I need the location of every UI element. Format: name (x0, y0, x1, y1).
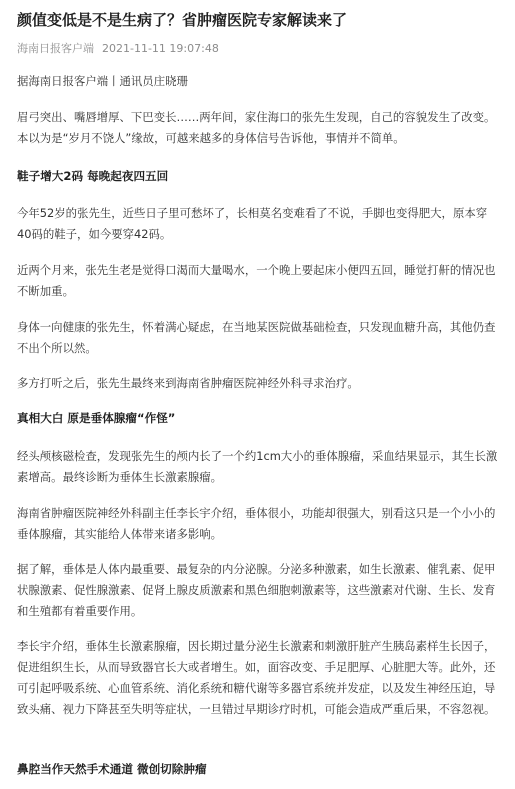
source-name: 海南日报客户端 (17, 42, 94, 55)
article-meta (17, 42, 219, 56)
paragraph: 经头颅核磁检查，发现张先生的颅内长了一个约1cm大小的垂体腺瘤，采血结果显示，其生长激素增高。最终诊断为垂体生长激素腺瘤。 (17, 449, 498, 484)
section-heading: 鞋子增大2码 每晚起夜四五回 (17, 169, 169, 183)
paragraph: 今年52岁的张先生，近些日子里可愁坏了，长相莫名变难看了不说，手脚也变得肥大，原本穿40码的鞋子，如今要穿42码。 (17, 206, 488, 241)
paragraph: 近两个月来，张先生老是觉得口渴而大量喝水，一个晚上要起床小便四五回，睡觉打鼾的情况也不断加重。 (17, 263, 496, 298)
byline: 据海南日报客户端丨通讯员庄晓珊 (17, 74, 188, 88)
paragraph: 多方打听之后，张先生最终来到海南省肿瘤医院神经外科寻求治疗。 (17, 376, 359, 390)
paragraph: 海南省肿瘤医院神经外科副主任李长宇介绍，垂体很小，功能却很强大，别看这只是一个小小的垂体腺瘤，其实能给人体带来诸多影响。 (17, 506, 496, 541)
section-heading: 真相大白 原是垂体腺瘤“作怪” (17, 411, 176, 425)
section-heading: 鼻腔当作天然手术通道 微创切除肿瘤 (17, 762, 207, 776)
publish-datetime: 2021-11-11 19:07:48 (102, 42, 219, 55)
paragraph: 眉弓突出、嘴唇增厚、下巴变长……两年间，家住海口的张先生发现，自己的容貌发生了改变。本以为是“岁月不饶人”缘故，可越来越多的身体信号告诉他，事情并不简单。 (17, 110, 496, 145)
paragraph: 据了解，垂体是人体内最重要、最复杂的内分泌腺。分泌多种激素，如生长激素、催乳素、促甲状腺激素、促性腺激素、促肾上腺皮质激素和黑色细胞刺激素等，这些激素对代谢、生长、发育和生殖都有着重要作用。 (17, 562, 496, 618)
article-title: 颜值变低是不是生病了？省肿瘤医院专家解读来了 (17, 11, 348, 29)
paragraph: 李长宇介绍，垂体生长激素腺瘤，因长期过量分泌生长激素和刺激肝脏产生胰岛素样生长因子，促进组织生长，从而导致器官长大或者增生。如，面容改变、手足肥厚、心脏肥大等。此外，还可引起呼吸系统、心血管系统、消化系统和糖代谢等多器官系统并发症，以及发生神经压迫，导致头痛、视力下降甚至失明等症状，一旦错过早期诊疗时机，可能会造成严重后果，不容忽视。 (17, 639, 496, 716)
paragraph: 身体一向健康的张先生，怀着满心疑虑，在当地某医院做基础检查，只发现血糖升高，其他仍查不出个所以然。 (17, 320, 496, 355)
